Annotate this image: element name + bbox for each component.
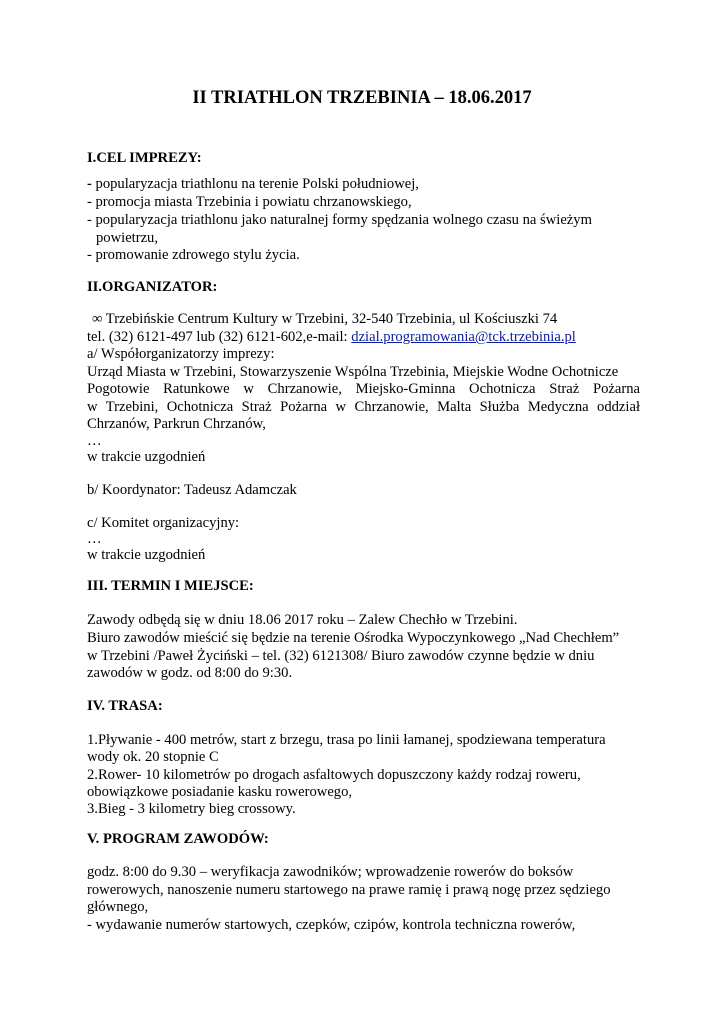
section-5-heading: V. PROGRAM ZAWODÓW: bbox=[87, 831, 269, 847]
route-line: 1.Pływanie - 400 metrów, start z brzegu, trasa po linii łamanej, spodziewana temperatura bbox=[87, 732, 606, 748]
list-item: - popularyzacja triathlonu jako naturalnej formy spędzania wolnego czasu na świeżym bbox=[87, 212, 592, 228]
co-organizers-line: Pogotowie Ratunkowe w Chrzanowie, Miejsko-Gminna Ochotnicza Straż Pożarna bbox=[87, 381, 640, 397]
list-item: - popularyzacja triathlonu na terenie Polski południowej, bbox=[87, 176, 419, 192]
route-line: 2.Rower- 10 kilometrów po drogach asfaltowych dopuszczony każdy rodzaj roweru, bbox=[87, 767, 581, 783]
section-1-heading: I.CEL IMPREZY: bbox=[87, 150, 202, 166]
section-4-heading: IV. TRASA: bbox=[87, 698, 163, 714]
paragraph-line: w Trzebini /Paweł Życiński – tel. (32) 6121308/ Biuro zawodów czynne będzie w dniu bbox=[87, 648, 595, 664]
route-line: wody ok. 20 stopnie C bbox=[87, 749, 219, 765]
section-3-heading: III. TERMIN I MIEJSCE: bbox=[87, 578, 254, 594]
program-line: rowerowych, nanoszenie numeru startowego na prawe ramię i prawą nogę przez sędziego bbox=[87, 882, 611, 898]
co-organizers-line: w Trzebini, Ochotnicza Straż Pożarna w Chrzanowie, Malta Służba Medyczna oddział bbox=[87, 399, 640, 415]
section-2-heading: II.ORGANIZATOR: bbox=[87, 279, 218, 295]
ellipsis: … bbox=[87, 433, 102, 449]
program-line: godz. 8:00 do 9.30 – weryfikacja zawodników; wprowadzenie rowerów do boksów bbox=[87, 864, 574, 880]
route-line: obowiązkowe posiadanie kasku rowerowego, bbox=[87, 784, 353, 800]
co-organizers-line: Urząd Miasta w Trzebini, Stowarzyszenie Wspólna Trzebinia, Miejskie Wodne Ochotnicze bbox=[87, 364, 619, 380]
organizer-line: ∞ Trzebińskie Centrum Kultury w Trzebini, 32-540 Trzebinia, ul Kościuszki 74 bbox=[92, 311, 558, 327]
contact-line: tel. (32) 6121-497 lub (32) 6121-602,e-mail: dzial.programowania@tck.trzebinia.pl bbox=[87, 329, 576, 345]
document-title: II TRIATHLON TRZEBINIA – 18.06.2017 bbox=[192, 88, 532, 108]
list-item-continuation: powietrzu, bbox=[96, 230, 159, 246]
bullet-dash: - bbox=[87, 176, 96, 192]
committee-label: c/ Komitet organizacyjny: bbox=[87, 515, 240, 531]
program-line: głównego, bbox=[87, 899, 149, 915]
ellipsis: … bbox=[87, 531, 102, 547]
co-organizers-label: a/ Współorganizatorzy imprezy: bbox=[87, 346, 275, 362]
list-item: - promowanie zdrowego stylu życia. bbox=[87, 247, 300, 263]
list-item: - promocja miasta Trzebinia i powiatu chrzanowskiego, bbox=[87, 194, 412, 210]
paragraph-line: zawodów w godz. od 8:00 do 9:30. bbox=[87, 665, 293, 681]
pending-note: w trakcie uzgodnień bbox=[87, 449, 206, 465]
co-organizers-line: Chrzanów, Parkrun Chrzanów, bbox=[87, 416, 266, 432]
email-link[interactable]: dzial.programowania@tck.trzebinia.pl bbox=[351, 329, 576, 345]
program-line: - wydawanie numerów startowych, czepków, czipów, kontrola techniczna rowerów, bbox=[87, 917, 576, 933]
route-line: 3.Bieg - 3 kilometry bieg crossowy. bbox=[87, 801, 296, 817]
paragraph-line: Biuro zawodów mieścić się będzie na terenie Ośrodka Wypoczynkowego „Nad Chechłem” bbox=[87, 630, 620, 646]
paragraph-line: Zawody odbędą się w dniu 18.06 2017 roku – Zalew Chechło w Trzebini. bbox=[87, 612, 518, 628]
coordinator-line: b/ Koordynator: Tadeusz Adamczak bbox=[87, 482, 297, 498]
pending-note: w trakcie uzgodnień bbox=[87, 547, 206, 563]
